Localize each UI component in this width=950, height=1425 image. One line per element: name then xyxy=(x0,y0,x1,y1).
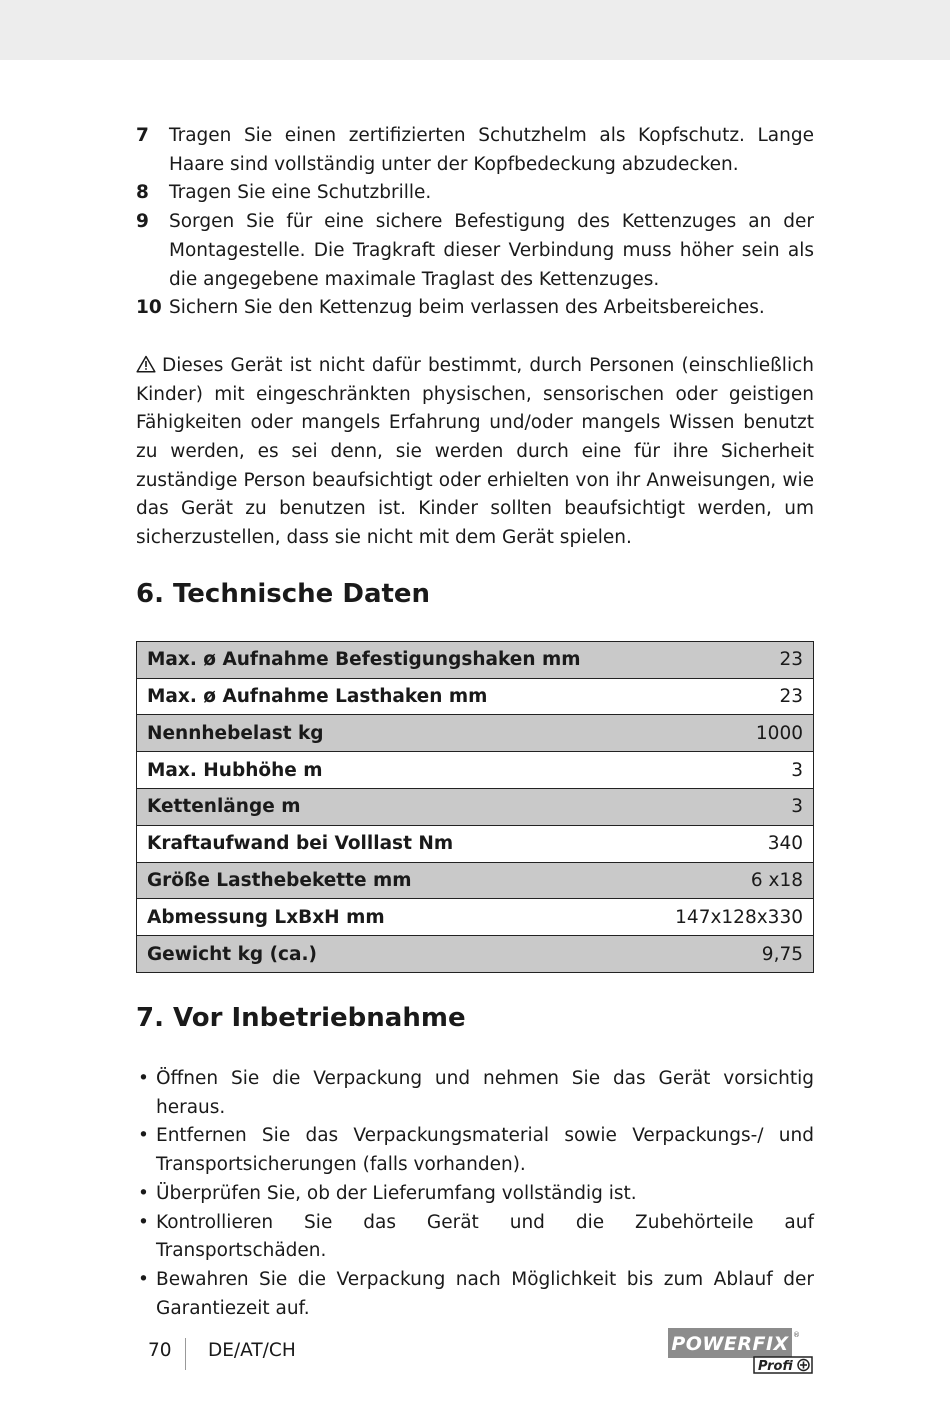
warning-paragraph xyxy=(136,352,814,553)
table-row: Abmessung LxBxH mm 147x128x330 xyxy=(137,899,814,936)
page-number: 70 xyxy=(148,1340,172,1361)
safety-list xyxy=(136,122,814,323)
setup-list xyxy=(136,1065,814,1323)
list-item: 7 Tragen Sie einen zertifizierten Schutzhelm als Kopfschutz. Lange Haare sind vollständig unter der Kopfbedeckung abzudecken. xyxy=(136,125,814,175)
list-item: • Überprüfen Sie, ob der Lieferumfang vollständig ist. xyxy=(136,1180,814,1209)
table-row: Gewicht kg (ca.) 9,75 xyxy=(137,936,814,973)
list-item: • Entfernen Sie das Verpackungsmaterial sowie Verpackungs-/ und Transportsicherungen (falls vorhanden). xyxy=(136,1122,814,1179)
section-heading-tech: 6. Technische Daten xyxy=(136,578,431,609)
top-band xyxy=(0,0,950,60)
table-row: Größe Lasthebekette mm 6 x18 xyxy=(137,862,814,899)
list-item: 8 Tragen Sie eine Schutzbrille. xyxy=(136,182,432,204)
powerfix-logo xyxy=(668,1328,814,1374)
spec-table xyxy=(136,641,814,973)
list-item-text: Sorgen Sie für eine sichere Befestigung des Kettenzuges an der Montagestelle. Die Tragkraft dieser Verbindung muss höher sein als die angegebene maximale Traglast des Kettenzuges. xyxy=(169,211,814,290)
list-item: • Bewahren Sie die Verpackung nach Möglichkeit bis zum Ablauf der Garantiezeit auf. xyxy=(136,1266,814,1323)
warning-triangle-icon xyxy=(136,355,156,373)
logo-wordmark: POWERFIX xyxy=(671,1333,789,1355)
footer-divider xyxy=(185,1338,186,1370)
list-item: 9 Sorgen Sie für eine sichere Befestigung des Kettenzuges an der Montagestelle. Die Tragkraft dieser Verbindung muss höher sein als die angegebene maximale Traglast des Kettenzuges. xyxy=(136,211,814,290)
page-footer xyxy=(148,1331,814,1374)
table-row: Kraftaufwand bei Volllast Nm 340 xyxy=(137,825,814,862)
section-heading-setup: 7. Vor Inbetriebnahme xyxy=(136,1003,466,1034)
region-label: DE/AT/CH xyxy=(208,1340,296,1361)
list-item: • Öffnen Sie die Verpackung und nehmen Sie das Gerät vorsichtig heraus. xyxy=(136,1065,814,1122)
list-item: • Kontrollieren Sie das Gerät und die Zubehörteile auf Transportschäden. xyxy=(136,1209,814,1266)
page-content xyxy=(136,122,814,1323)
svg-text:®: ® xyxy=(793,1331,800,1339)
table-row: Kettenlänge m 3 xyxy=(137,789,814,826)
table-row: Max. Hubhöhe m 3 xyxy=(137,752,814,789)
logo-subtitle: Profi xyxy=(758,1359,793,1374)
list-item-text: Tragen Sie eine Schutzbrille. xyxy=(169,182,432,204)
list-item-text: Tragen Sie einen zertifizierten Schutzhelm als Kopfschutz. Lange Haare sind vollständig unter der Kopfbedeckung abzudecken. xyxy=(169,125,814,175)
list-item-text: Sichern Sie den Kettenzug beim verlassen des Arbeitsbereiches. xyxy=(169,297,765,319)
table-row: Nennhebelast kg 1000 xyxy=(137,715,814,752)
list-item: 10 Sichern Sie den Kettenzug beim verlassen des Arbeitsbereiches. xyxy=(136,297,765,319)
table-row: Max. ø Aufnahme Befestigungshaken mm 23 xyxy=(137,641,814,678)
table-row: Max. ø Aufnahme Lasthaken mm 23 xyxy=(137,678,814,715)
warning-text: Dieses Gerät ist nicht dafür bestimmt, durch Personen (einschließlich Kinder) mit eingeschränkten physischen, sensorischen oder geistigen Fähigkeiten oder mangels Erfahrung und/oder mangels Wissen benutzt zu werden, es sei denn, sie werden durch eine für ihre Sicherheit zuständige Person beaufsichtigt oder erhielten von ihr Anweisungen, wie das Gerät zu benutzen ist. Kinder sollten beaufsichtigt werden, um sicherzustellen, dass sie nicht mit dem Gerät spielen. xyxy=(136,354,814,549)
